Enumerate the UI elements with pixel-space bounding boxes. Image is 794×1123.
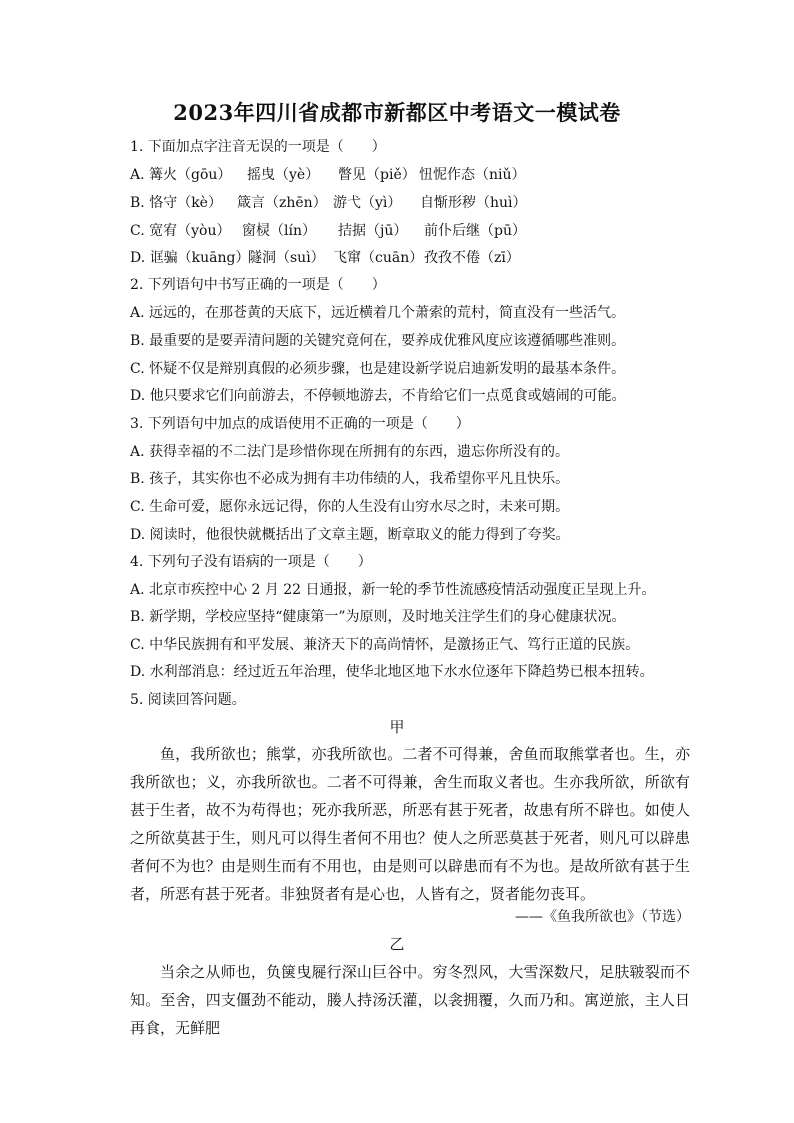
q1-a-3: 瞥见（piě） [338, 167, 416, 183]
q1-d-4: 孜孜不倦（zī） [424, 250, 520, 266]
q1-d-3: 飞窜（cuān） [333, 250, 424, 266]
q3-stem: 3. 下列语句中加点的成语使用不正确的一项是（ ） [130, 416, 470, 432]
q1-b-3: 游弋（yì） [333, 195, 402, 211]
q2-option-c: C. 怀疑不仅是辩别真假的必须步骤，也是建设新学说启迪新发明的最基本条件。 [130, 361, 626, 377]
q3-option-d: D. 阅读时，他很快就概括出了文章主题，断章取义的能力得到了夸奖。 [130, 527, 570, 543]
q3-option-b: B. 孩子，其实你也不必成为拥有丰功伟绩的人，我希望你平凡且快乐。 [130, 471, 570, 487]
passage-yi-text: 当余之从师也，负箧曳屣行深山巨谷中。穷冬烈风，大雪深数尺，足肤皲裂而不知。至舍，四支僵劲不能动，媵人持汤沃灌，以衾拥覆，久而乃和。寓逆旅，主人日再食，无鲜肥 [130, 963, 690, 1037]
q4-option-a: A. 北京市疾控中心 2 月 22 日通报，新一轮的季节性流感疫情活动强度正呈现上升。 [130, 582, 656, 598]
q1-stem: 1. 下面加点字注音无误的一项是（ ） [130, 139, 386, 155]
q1-a-2: 摇曳（yè） [247, 167, 320, 183]
q1-d-2: 隧洞（suì） [248, 250, 325, 266]
q2-option-d: D. 他只要求它们向前游去，不停顿地游去，不肯给它们一点觅食或嬉闹的可能。 [130, 388, 626, 404]
exam-title: 2023年四川省成都市新都区中考语文一模试卷 [173, 100, 621, 125]
q2-stem: 2. 下列语句中书写正确的一项是（ ） [130, 277, 386, 293]
q1-d-1: D. 诓骗（kuāng） [130, 250, 250, 266]
q1-c-4: 前仆后继（pū） [424, 223, 526, 239]
q2-option-b: B. 最重要的是要弄清问题的关键究竟何在，要养成优雅风度应该遵循哪些准则。 [130, 333, 626, 349]
q1-option-d [130, 248, 520, 268]
q2-option-a: A. 远远的，在那苍黄的天底下，远近横着几个萧索的荒村，简直没有一些活气。 [130, 305, 626, 321]
q1-option-a [130, 165, 526, 185]
passage-jia-text: 鱼，我所欲也；熊掌，亦我所欲也。二者不可得兼，舍鱼而取熊掌者也。生，亦我所欲也；义，亦我所欲也。二者不可得兼，舍生而取义者也。生亦我所欲，所欲有甚于生者，故不为苟得也；死亦我所恶，所恶有甚于死者，故患有所不辟也。如使人之所欲莫甚于生，则凡可以得生者何不用也？使人之所恶莫甚于死者，则凡可以辟患者何不为也？由是则生而有不用也，由是则可以辟患而有不为也。是故所欲有甚于生者，所恶有甚于死者。非独贤者有是心也，人皆有之，贤者能勿丧耳。 [130, 745, 690, 903]
q4-option-c: C. 中华民族拥有和平发展、兼济天下的高尚情怀，是激扬正气、笃行正道的民族。 [130, 637, 640, 653]
q3-option-a: A. 获得幸福的不二法门是珍惜你现在所拥有的东西，遗忘你所没有的。 [130, 444, 570, 460]
q1-option-c [130, 221, 526, 241]
q1-c-2: 窗棂（lín） [242, 223, 316, 239]
passage-yi-label: 乙 [389, 935, 405, 953]
q1-b-4: 自惭形秽（huì） [420, 195, 527, 211]
q1-option-b [130, 193, 527, 213]
q1-c-3: 拮据（jū） [338, 223, 408, 239]
q4-option-d: D. 水利部消息：经过近五年治理，使华北地区地下水水位逐年下降趋势已根本扭转。 [130, 664, 654, 680]
passage-jia-source: ——《鱼我所欲也》（节选） [515, 909, 690, 925]
q5-stem: 5. 阅读回答问题。 [130, 692, 246, 708]
q4-stem: 4. 下列句子没有语病的一项是（ ） [130, 554, 372, 570]
q1-b-2: 箴言（zhēn） [237, 195, 327, 211]
q1-a-1: A. 篝火（gōu） [130, 167, 232, 183]
q1-b-1: B. 恪守（kè） [130, 195, 222, 211]
q1-c-1: C. 宽宥（yòu） [130, 223, 231, 239]
q1-a-4: 忸怩作态（niǔ） [419, 167, 526, 183]
q4-option-b: B. 新学期，学校应坚持“健康第一”为原则，及时地关注学生们的身心健康状况。 [130, 609, 626, 625]
passage-jia-label: 甲 [389, 718, 405, 736]
q3-option-c: C. 生命可爱，愿你永远记得，你的人生没有山穷水尽之时，未来可期。 [130, 499, 570, 515]
